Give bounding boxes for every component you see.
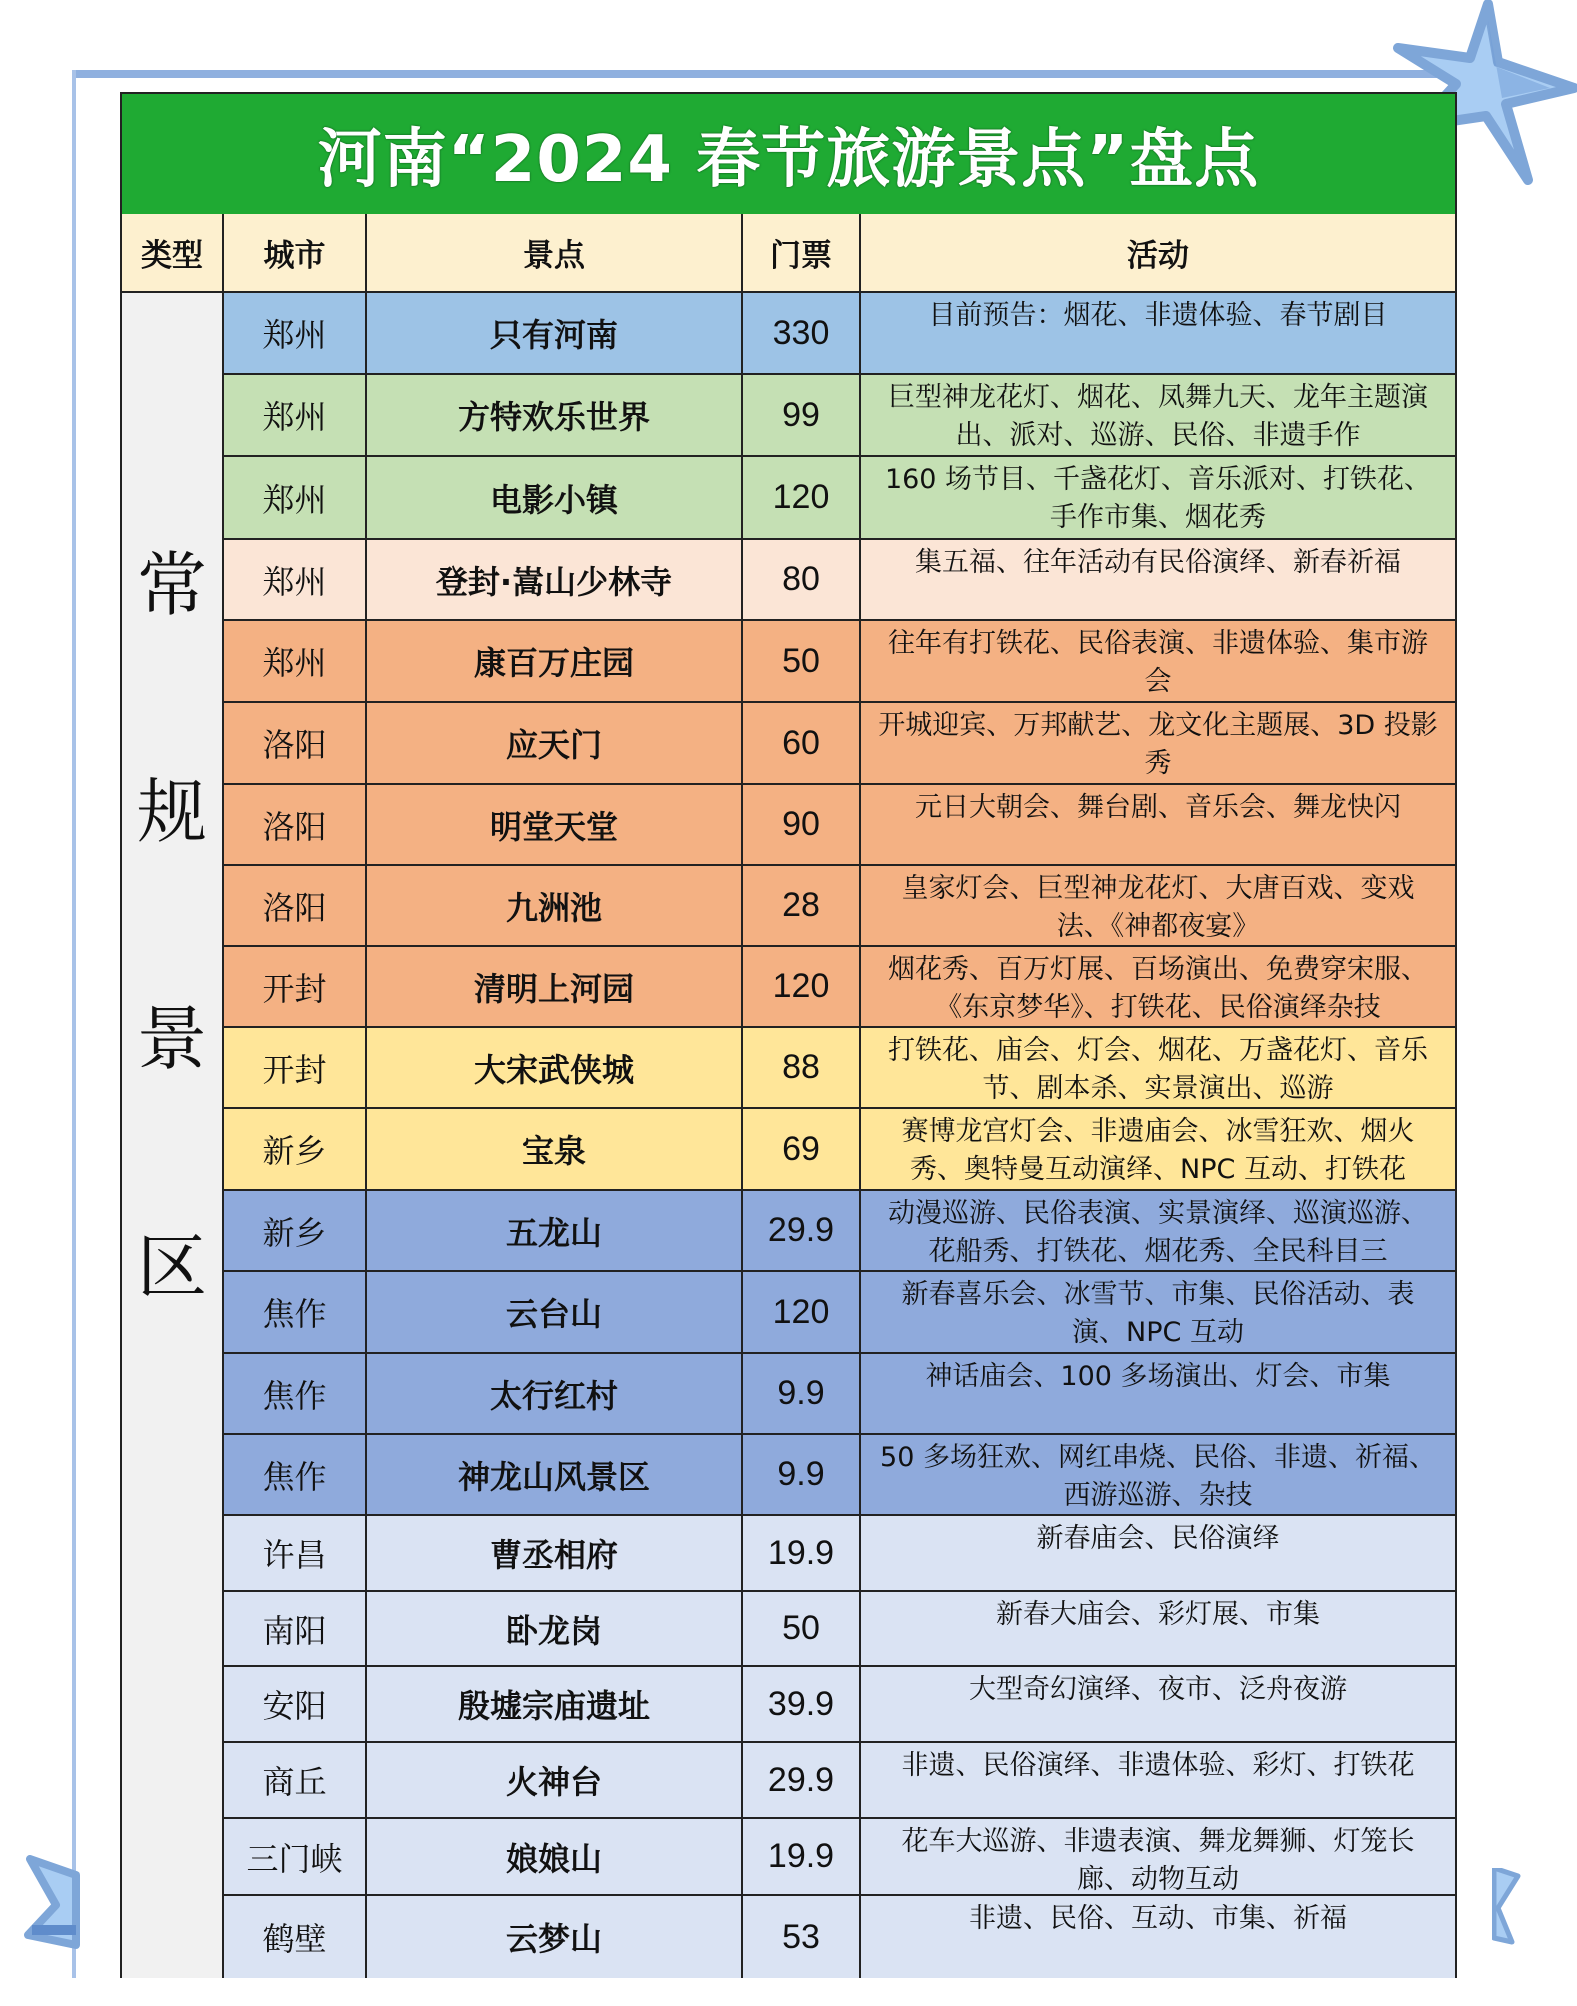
price-cell: 19.9: [743, 1516, 861, 1592]
price-cell: 50: [743, 1592, 861, 1667]
activity-cell: 新春大庙会、彩灯展、市集: [861, 1592, 1455, 1667]
spot-cell: 登封·嵩山少林寺: [367, 540, 743, 621]
attractions-table: [120, 92, 1457, 1978]
spot-cell: 五龙山: [367, 1191, 743, 1272]
table-row: [224, 1435, 1455, 1516]
price-cell: 90: [743, 785, 861, 866]
header-city: 城市: [224, 214, 367, 293]
table-row: [224, 1667, 1455, 1743]
city-cell: 鹤壁: [224, 1896, 367, 1978]
activity-cell: 集五福、往年活动有民俗演绎、新春祈福: [861, 540, 1455, 621]
city-cell: 郑州: [224, 293, 367, 375]
activity-cell: 往年有打铁花、民俗表演、非遗体验、集市游会: [861, 621, 1455, 703]
activity-cell: 动漫巡游、民俗表演、实景演绎、巡演巡游、花船秀、打铁花、烟花秀、全民科目三: [861, 1191, 1455, 1272]
city-cell: 安阳: [224, 1667, 367, 1743]
city-cell: 许昌: [224, 1516, 367, 1592]
header-type: 类型: [122, 214, 224, 293]
price-cell: 29.9: [743, 1191, 861, 1272]
spot-cell: 火神台: [367, 1743, 743, 1819]
table-row: [224, 375, 1455, 457]
spot-cell: 宝泉: [367, 1109, 743, 1191]
activity-cell: 新春庙会、民俗演绎: [861, 1516, 1455, 1592]
spot-cell: 神龙山风景区: [367, 1435, 743, 1516]
city-cell: 焦作: [224, 1435, 367, 1516]
table-row: [224, 703, 1455, 785]
activity-cell: 打铁花、庙会、灯会、烟花、万盏花灯、音乐节、剧本杀、实景演出、巡游: [861, 1028, 1455, 1109]
header-activity: 活动: [861, 214, 1455, 293]
table-row: [224, 1819, 1455, 1896]
table-row: [224, 785, 1455, 866]
spot-cell: 太行红村: [367, 1354, 743, 1435]
table-row: [224, 1354, 1455, 1435]
price-cell: 120: [743, 457, 861, 540]
price-cell: 120: [743, 947, 861, 1028]
category-char: 常: [137, 544, 207, 626]
activity-cell: 皇家灯会、巨型神龙花灯、大唐百戏、变戏法、《神都夜宴》: [861, 866, 1455, 947]
header-price: 门票: [743, 214, 861, 293]
spot-cell: 殷墟宗庙遗址: [367, 1667, 743, 1743]
page-title: 河南“2024 春节旅游景点”盘点: [122, 94, 1455, 216]
category-char: 区: [137, 1226, 207, 1308]
spot-cell: 大宋武侠城: [367, 1028, 743, 1109]
price-cell: 9.9: [743, 1354, 861, 1435]
spot-cell: 只有河南: [367, 293, 743, 375]
city-cell: 焦作: [224, 1272, 367, 1354]
spot-cell: 明堂天堂: [367, 785, 743, 866]
star-icon: [20, 1855, 80, 1955]
city-cell: 新乡: [224, 1191, 367, 1272]
city-cell: 郑州: [224, 457, 367, 540]
price-cell: 39.9: [743, 1667, 861, 1743]
frame-top-border: [72, 70, 1512, 78]
city-cell: 新乡: [224, 1109, 367, 1191]
price-cell: 50: [743, 621, 861, 703]
spot-cell: 曹丞相府: [367, 1516, 743, 1592]
city-cell: 郑州: [224, 540, 367, 621]
price-cell: 9.9: [743, 1435, 861, 1516]
spot-cell: 云梦山: [367, 1896, 743, 1978]
price-cell: 120: [743, 1272, 861, 1354]
header-spot: 景点: [367, 214, 743, 293]
price-cell: 29.9: [743, 1743, 861, 1819]
spot-cell: 应天门: [367, 703, 743, 785]
city-cell: 郑州: [224, 375, 367, 457]
price-cell: 19.9: [743, 1819, 861, 1896]
price-cell: 53: [743, 1896, 861, 1978]
activity-cell: 烟花秀、百万灯展、百场演出、免费穿宋服、《东京梦华》、打铁花、民俗演绎杂技: [861, 947, 1455, 1028]
activity-cell: 神话庙会、100 多场演出、灯会、市集: [861, 1354, 1455, 1435]
activity-cell: 大型奇幻演绎、夜市、泛舟夜游: [861, 1667, 1455, 1743]
price-cell: 330: [743, 293, 861, 375]
activity-cell: 赛博龙宫灯会、非遗庙会、冰雪狂欢、烟火秀、奥特曼互动演绎、NPC 互动、打铁花: [861, 1109, 1455, 1191]
activity-cell: 非遗、民俗、互动、市集、祈福: [861, 1896, 1455, 1978]
table-row: [224, 947, 1455, 1028]
table-row: [224, 293, 1455, 375]
city-cell: 商丘: [224, 1743, 367, 1819]
category-char: 规: [137, 771, 207, 853]
price-cell: 60: [743, 703, 861, 785]
activity-cell: 新春喜乐会、冰雪节、市集、民俗活动、表演、NPC 互动: [861, 1272, 1455, 1354]
activity-cell: 160 场节目、千盏花灯、音乐派对、打铁花、手作市集、烟花秀: [861, 457, 1455, 540]
category-cell: [122, 293, 224, 1978]
activity-cell: 目前预告：烟花、非遗体验、春节剧目: [861, 293, 1455, 375]
table-row: [224, 1109, 1455, 1191]
city-cell: 郑州: [224, 621, 367, 703]
price-cell: 28: [743, 866, 861, 947]
spot-cell: 娘娘山: [367, 1819, 743, 1896]
spot-cell: 云台山: [367, 1272, 743, 1354]
table-row: [224, 1191, 1455, 1272]
table-row: [224, 1028, 1455, 1109]
city-cell: 焦作: [224, 1354, 367, 1435]
table-row: [224, 1272, 1455, 1354]
spot-cell: 康百万庄园: [367, 621, 743, 703]
activity-cell: 巨型神龙花灯、烟花、凤舞九天、龙年主题演出、派对、巡游、民俗、非遗手作: [861, 375, 1455, 457]
activity-cell: 开城迎宾、万邦献艺、龙文化主题展、3D 投影秀: [861, 703, 1455, 785]
category-char: 景: [137, 998, 207, 1080]
city-cell: 三门峡: [224, 1819, 367, 1896]
city-cell: 南阳: [224, 1592, 367, 1667]
table-header-row: [122, 214, 1455, 293]
table-row: [224, 1592, 1455, 1667]
activity-cell: 50 多场狂欢、网红串烧、民俗、非遗、祈福、西游巡游、杂技: [861, 1435, 1455, 1516]
table-row: [224, 1516, 1455, 1592]
spot-cell: 电影小镇: [367, 457, 743, 540]
table-row: [224, 866, 1455, 947]
spot-cell: 九洲池: [367, 866, 743, 947]
spot-cell: 卧龙岗: [367, 1592, 743, 1667]
table-row: [224, 1896, 1455, 1978]
city-cell: 洛阳: [224, 703, 367, 785]
table-row: [224, 457, 1455, 540]
price-cell: 99: [743, 375, 861, 457]
activity-cell: 花车大巡游、非遗表演、舞龙舞狮、灯笼长廊、动物互动: [861, 1819, 1455, 1896]
spot-cell: 方特欢乐世界: [367, 375, 743, 457]
activity-cell: 非遗、民俗演绎、非遗体验、彩灯、打铁花: [861, 1743, 1455, 1819]
spot-cell: 清明上河园: [367, 947, 743, 1028]
table-row: [224, 1743, 1455, 1819]
price-cell: 88: [743, 1028, 861, 1109]
city-cell: 洛阳: [224, 866, 367, 947]
star-icon: [1492, 1868, 1522, 1948]
city-cell: 洛阳: [224, 785, 367, 866]
price-cell: 80: [743, 540, 861, 621]
price-cell: 69: [743, 1109, 861, 1191]
city-cell: 开封: [224, 1028, 367, 1109]
table-row: [224, 540, 1455, 621]
table-row: [224, 621, 1455, 703]
city-cell: 开封: [224, 947, 367, 1028]
activity-cell: 元日大朝会、舞台剧、音乐会、舞龙快闪: [861, 785, 1455, 866]
